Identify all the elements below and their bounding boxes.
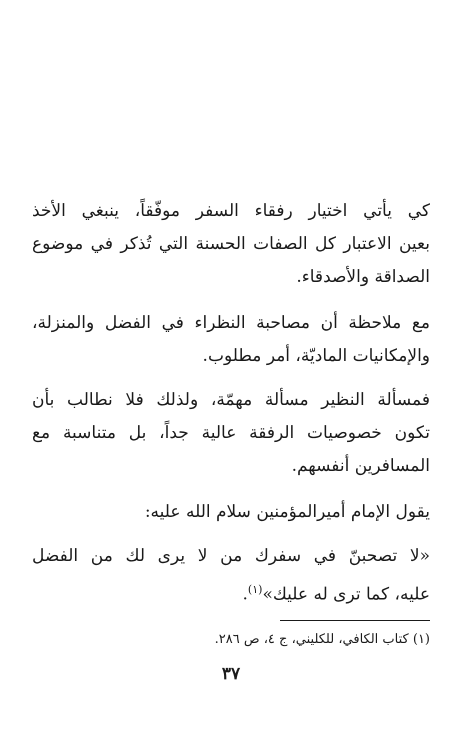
footnote-marker: (١) [247,583,263,596]
body-line: تكون خصوصيات الرفقة عالية جداً، بل متناسبة مع [32,423,430,443]
body-line: والإمكانيات الماديّة، أمر مطلوب. [202,346,430,366]
body-line: بعين الاعتبار كل الصفات الحسنة التي تُذكر في موضوع [32,234,430,254]
quote-line: «لا تصحبنّ في سفرك من لا يرى لك من الفضل [32,546,430,566]
body-line: كي يأتي اختيار رفقاء السفر موفّقاً، ينبغي الأخذ [32,201,430,221]
page-number: ٣٧ [221,664,241,684]
body-line: المسافرين أنفسهم. [291,456,430,476]
quote-end-punctuation: . [242,584,248,605]
footnote: (١) كتاب الكافي، للكليني، ج ٤، ص ٢٨٦. [214,632,430,647]
body-line: يقول الإمام أميرالمؤمنين سلام الله عليه: [144,502,430,522]
footnote-separator [280,620,430,621]
body-line: فمسألة النظير مسألة مهمّة، ولذلك فلا نطالب بأن [32,390,430,410]
body-line: الصداقة والأصدقاء. [296,267,430,287]
quote-line [32,575,430,610]
body-line: مع ملاحظة أن مصاحبة النظراء في الفضل والمنزلة، [32,313,430,333]
quote-text: عليه، كما ترى له عليك» [262,584,430,605]
